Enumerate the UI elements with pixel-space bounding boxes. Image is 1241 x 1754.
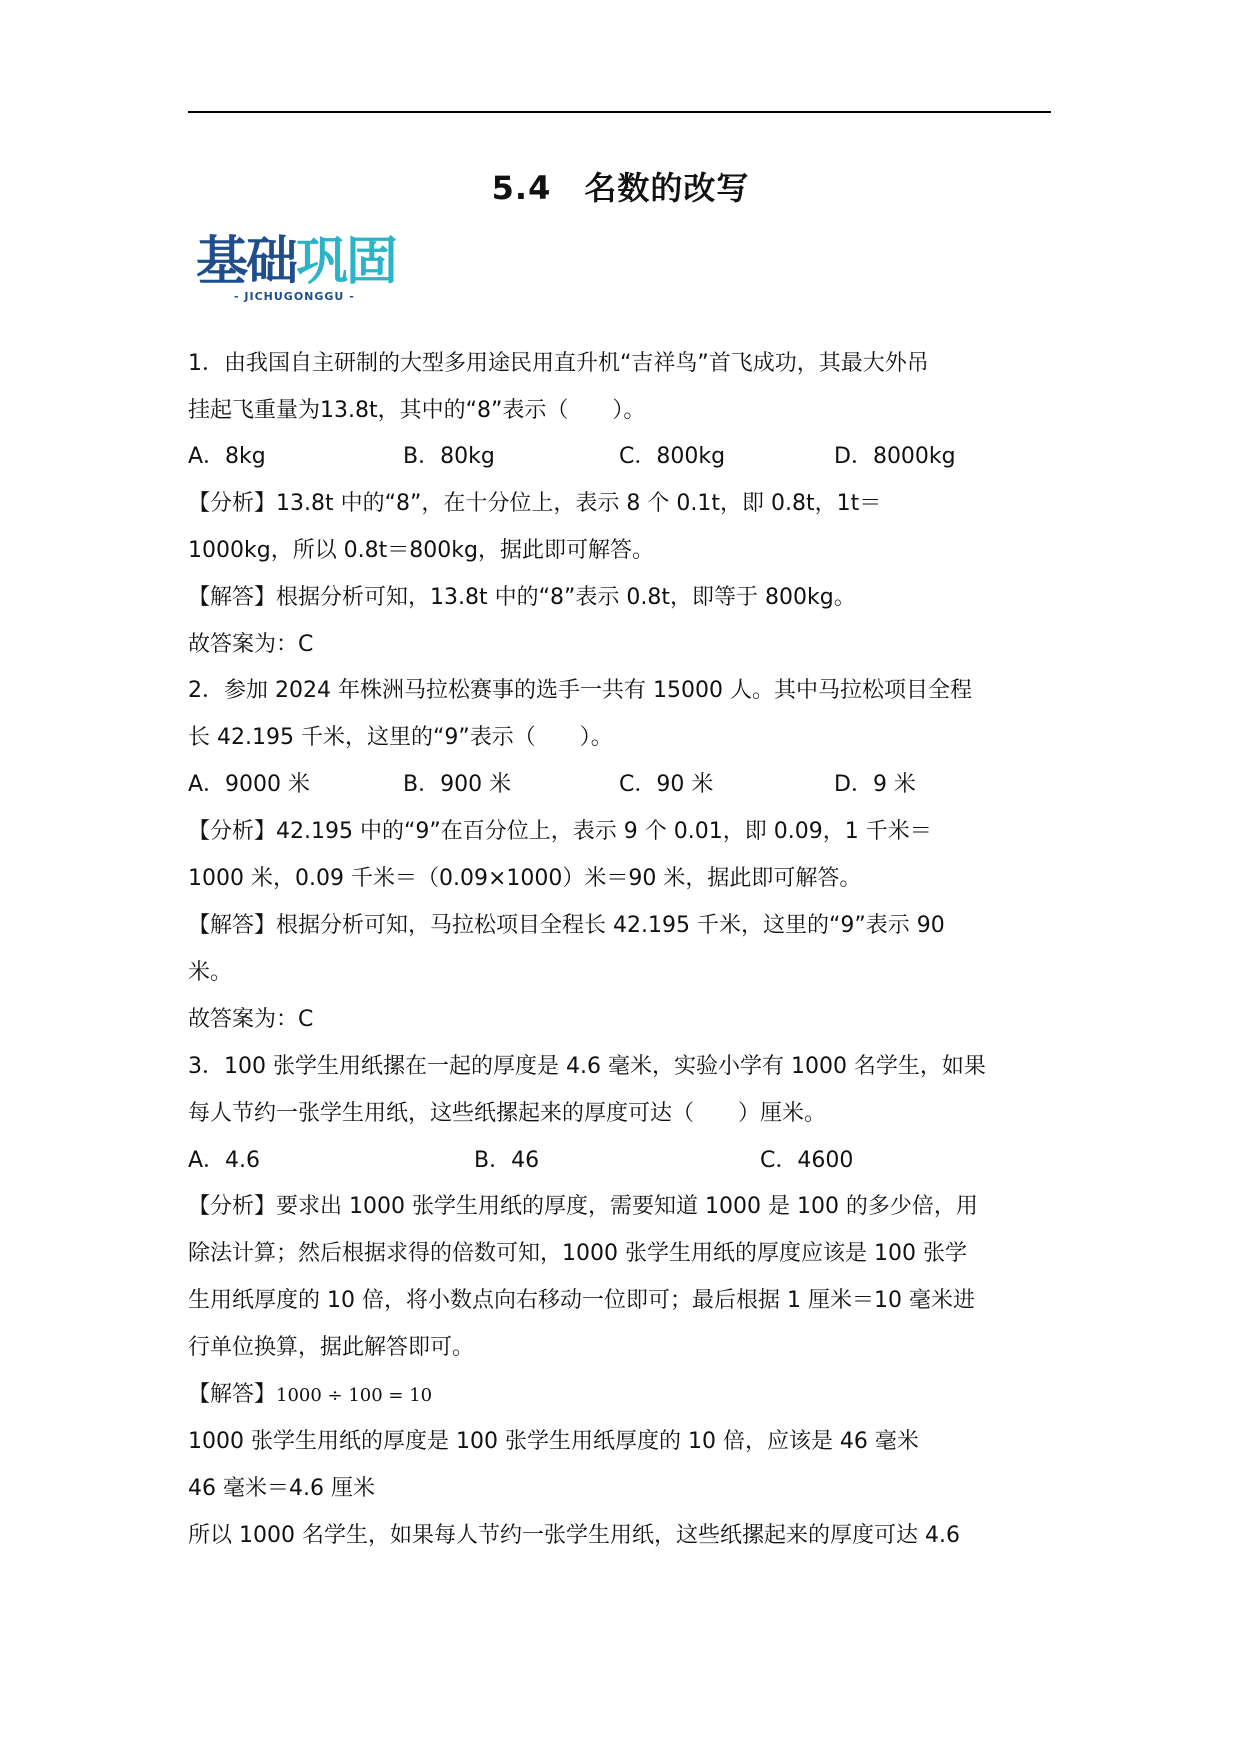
q2-option-b: B．900 米 — [403, 772, 512, 797]
q3-answer-line3: 46 毫米＝4.6 厘米 — [188, 1476, 375, 1501]
q1-option-c: C．800kg — [619, 444, 726, 469]
q3-option-c: C．4600 — [760, 1148, 854, 1173]
q1-stem-line1: 1．由我国自主研制的大型多用途民用直升机“吉祥鸟”首飞成功，其最大外吊 — [188, 351, 929, 376]
q1-final-answer: 故答案为：C — [188, 632, 314, 657]
q1-option-d: D．8000kg — [834, 444, 956, 469]
q2-analysis-line2: 1000 米，0.09 千米＝（0.09×1000）米＝90 米，据此即可解答。 — [188, 866, 862, 891]
badge-title-part2: 巩固 — [296, 232, 397, 292]
badge-title-part1: 基础 — [196, 232, 297, 292]
q1-analysis-line2: 1000kg，所以 0.8t＝800kg，据此即可解答。 — [188, 538, 654, 563]
q2-answer-line2: 米。 — [188, 960, 233, 985]
q3-stem-line2: 每人节约一张学生用纸，这些纸摞起来的厚度可达（ ）厘米。 — [188, 1101, 827, 1126]
q3-answer-equation: 1000 ÷ 100 = 10 — [276, 1385, 433, 1406]
q3-option-b: B．46 — [474, 1148, 540, 1173]
page-title: 5.4 名数的改写 — [491, 169, 750, 207]
q3-stem-line1: 3．100 张学生用纸摞在一起的厚度是 4.6 毫米，实验小学有 1000 名学生，如果 — [188, 1054, 986, 1079]
q3-option-a: A．4.6 — [188, 1148, 261, 1173]
q3-analysis-line1: 【分析】要求出 1000 张学生用纸的厚度，需要知道 1000 是 100 的多少倍，用 — [188, 1194, 978, 1219]
q2-answer-line1: 【解答】根据分析可知，马拉松项目全程长 42.195 千米，这里的“9”表示 90 — [188, 913, 945, 938]
q3-answer-line1 — [188, 1381, 432, 1410]
q3-analysis-line3: 生用纸厚度的 10 倍，将小数点向右移动一位即可；最后根据 1 厘米＝10 毫米进 — [188, 1288, 975, 1313]
q2-stem-line1: 2．参加 2024 年株洲马拉松赛事的选手一共有 15000 人。其中马拉松项目全程 — [188, 678, 972, 703]
q1-option-b: B．80kg — [403, 444, 495, 469]
q2-final-answer: 故答案为：C — [188, 1007, 314, 1032]
q3-analysis-line2: 除法计算；然后根据求得的倍数可知，1000 张学生用纸的厚度应该是 100 张学 — [188, 1241, 967, 1266]
q1-stem-line2: 挂起飞重量为13.8t，其中的“8”表示（ ）。 — [188, 398, 646, 423]
header-rule — [188, 111, 1051, 113]
section-badge-logo — [196, 232, 416, 304]
q2-option-c: C．90 米 — [619, 772, 714, 797]
q2-stem-line2: 长 42.195 千米，这里的“9”表示（ ）。 — [188, 725, 613, 750]
q2-analysis-line1: 【分析】42.195 中的“9”在百分位上，表示 9 个 0.01，即 0.09，1 千米＝ — [188, 819, 932, 844]
q1-analysis-line1: 【分析】13.8t 中的“8”，在十分位上，表示 8 个 0.1t，即 0.8t，1t＝ — [188, 491, 882, 516]
q3-answer-line4: 所以 1000 名学生，如果每人节约一张学生用纸，这些纸摞起来的厚度可达 4.6 — [188, 1523, 960, 1548]
badge-subtitle: - JICHUGONGGU - — [234, 290, 355, 303]
q2-option-d: D．9 米 — [834, 772, 916, 797]
q3-answer-label: 【解答】 — [188, 1382, 277, 1407]
q3-answer-line2: 1000 张学生用纸的厚度是 100 张学生用纸厚度的 10 倍，应该是 46 毫米 — [188, 1429, 919, 1454]
q3-analysis-line4: 行单位换算，据此解答即可。 — [188, 1335, 475, 1360]
q1-option-a: A．8kg — [188, 444, 266, 469]
q1-answer: 【解答】根据分析可知，13.8t 中的“8”表示 0.8t，即等于 800kg。 — [188, 585, 856, 610]
q2-option-a: A．9000 米 — [188, 772, 311, 797]
badge-title — [196, 232, 396, 292]
